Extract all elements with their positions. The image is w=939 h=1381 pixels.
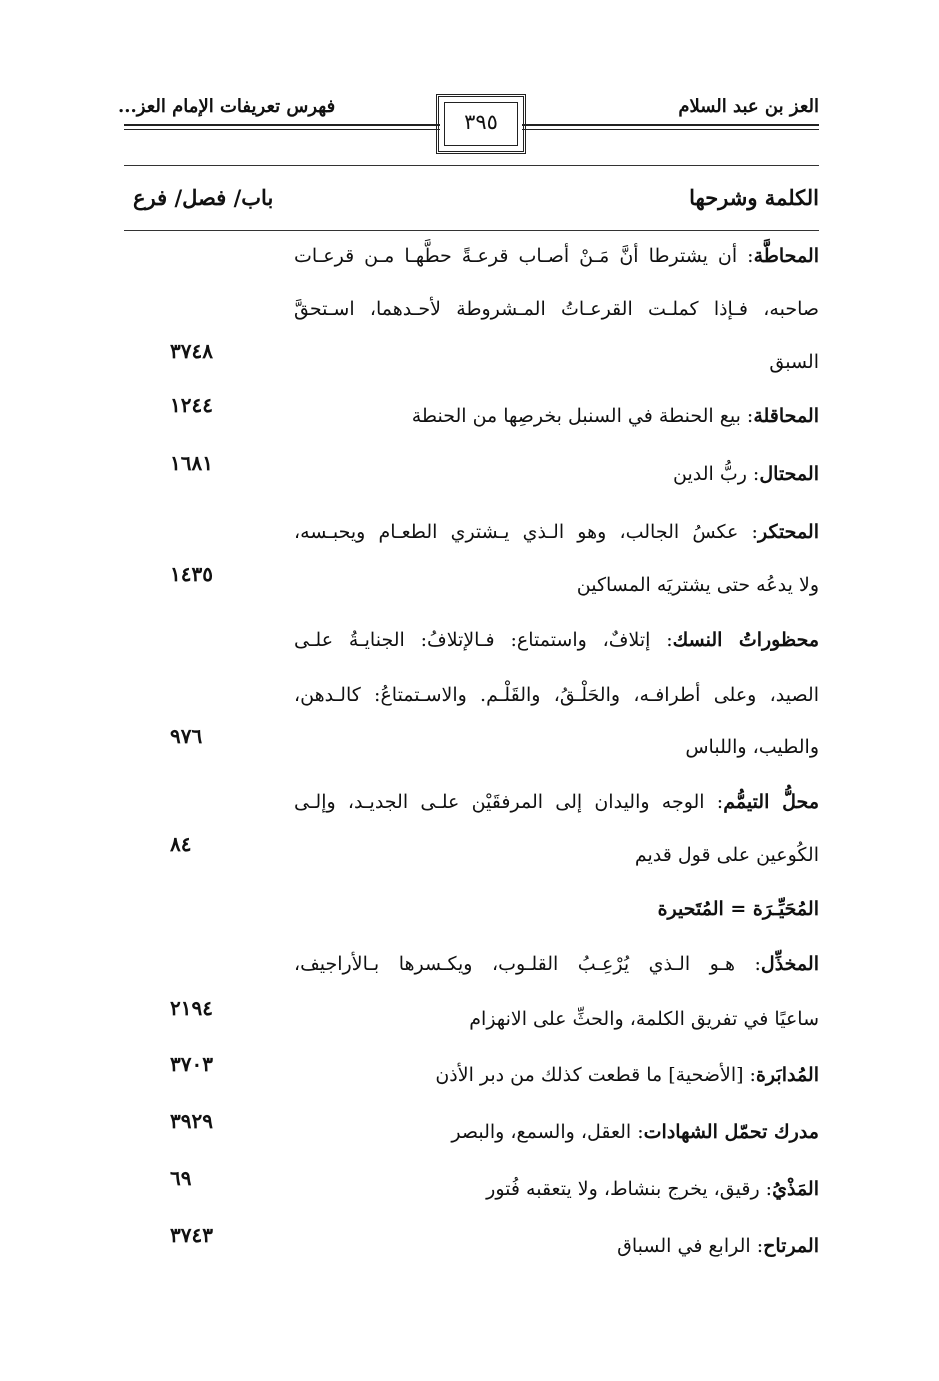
entry-line: ساعيًا في تفريق الكلمة، والحثِّ على الانهزام — [469, 1008, 819, 1030]
entry-definition: : بيع الحنطة في السنبل بخرصِها من الحنطة — [411, 405, 754, 427]
entry-definition: : الوجه واليدان إلى المرفقَيْن علـى الجديـد، وإلـى — [294, 791, 724, 813]
header-rule — [124, 129, 440, 130]
page-number-frame — [436, 94, 526, 154]
entry-reference-number: ٣٧٠٣ — [170, 1052, 213, 1076]
entry-line — [294, 951, 819, 977]
entry-term: المُدابَرة — [755, 1064, 819, 1086]
entry-line: والطيب، واللباس — [685, 736, 819, 758]
entry-reference-number: ١٤٣٥ — [170, 562, 213, 586]
entry-definition: : عكسُ الجالب، وهو الـذي يـشتري الطعـام ويحبـسه، — [294, 521, 758, 543]
entry-term: المَذْيُ — [772, 1178, 819, 1200]
divider — [124, 165, 819, 166]
entry-line: السبق — [769, 351, 819, 373]
running-header-author: العز بن عبد السلام — [678, 96, 819, 117]
entry-line: صاحبه، فـإذا كملـت القرعـاتُ المـشروطة لأحـدهما، اسـتحقَّ — [294, 298, 819, 320]
entry-line: ولا يدعُه حتى يشتريَه المساكين — [576, 574, 819, 596]
entry-term: محظوراتُ النسك — [672, 629, 820, 651]
entry-term: المرتاح — [763, 1235, 819, 1257]
entry-definition: : ربُّ الدين — [673, 463, 760, 485]
entry-definition: : أن يشترطا أنَّ مَـنْ أصـاب قرعـةً حطَّهـا مـن قرعـات — [294, 245, 754, 267]
entry-reference-number: ٦٩ — [170, 1166, 192, 1190]
entry-reference-number: ٣٩٢٩ — [170, 1109, 213, 1133]
entry-line: الصيد، وعلى أطرافـه، والحَلْـقُ، والقَلْـم. والاسـتمتاعُ: كالـدهن، — [294, 684, 819, 706]
entry-line — [294, 461, 819, 487]
entry-reference-number: ٩٧٦ — [170, 724, 203, 748]
entry-definition: : هـو الـذي يُرْعِـبُ القلـوب، ويكـسرها بـالأراجيف، — [294, 953, 761, 975]
column-header-reference: باب/ فصل/ فرع — [133, 185, 274, 210]
entry-reference-number: ٢١٩٤ — [170, 996, 213, 1020]
entry-term: المُحَيِّـرَة = المُتَحيرة — [657, 898, 819, 920]
entry-reference-number: ٨٤ — [170, 832, 192, 856]
entry-reference-number: ١٦٨١ — [170, 451, 213, 475]
entry-term: المخذِّل — [760, 953, 819, 975]
entry-term: المحتكر — [757, 521, 819, 543]
entry-line — [294, 1119, 819, 1145]
page-number: ٣٩٥ — [464, 110, 498, 134]
entry-line — [294, 789, 819, 815]
entry-definition: : الرابع في السباق — [617, 1235, 764, 1257]
entry-term: محلُّ التيمُّم — [723, 791, 819, 813]
entry-line — [294, 403, 819, 429]
entry-reference-number: ٣٧٤٨ — [170, 339, 213, 363]
running-header-title: فهرس تعريفات الإمام العز... — [118, 96, 336, 117]
entry-definition: : [الأضحية] ما قطعت كذلك من دبر الأذن — [435, 1064, 756, 1086]
column-header-term: الكلمة وشرحها — [689, 185, 819, 210]
entry-definition: : العقل، والسمع، والبصر — [451, 1121, 644, 1143]
entry-term: المحاطَّة — [753, 245, 819, 267]
header-rule — [522, 129, 819, 130]
entry-definition: : رقيق، يخرج بنشاط، ولا يتعقبه فُتور — [486, 1178, 773, 1200]
header-rule — [522, 124, 819, 126]
entry-line — [294, 1233, 819, 1259]
entry-line — [294, 1176, 819, 1202]
entry-line — [294, 627, 819, 653]
entry-term: مدرك تحمّل الشهادات — [643, 1121, 819, 1143]
entry-term: المحتال — [759, 463, 819, 485]
entry-definition: : إتلافٌ، واستمتاع: فـالإتلافُ: الجنايـةُ علـى — [294, 629, 673, 651]
entry-line — [294, 243, 819, 269]
entry-reference-number: ٣٧٤٣ — [170, 1223, 213, 1247]
entry-line — [294, 896, 819, 922]
entry-line — [294, 1062, 819, 1088]
entry-line — [294, 519, 819, 545]
entry-term: المحاقلة — [753, 405, 819, 427]
header-rule — [124, 124, 440, 126]
entry-line: الكُوعين على قول قديم — [634, 844, 819, 866]
divider — [124, 230, 819, 231]
entry-reference-number: ١٢٤٤ — [170, 393, 213, 417]
